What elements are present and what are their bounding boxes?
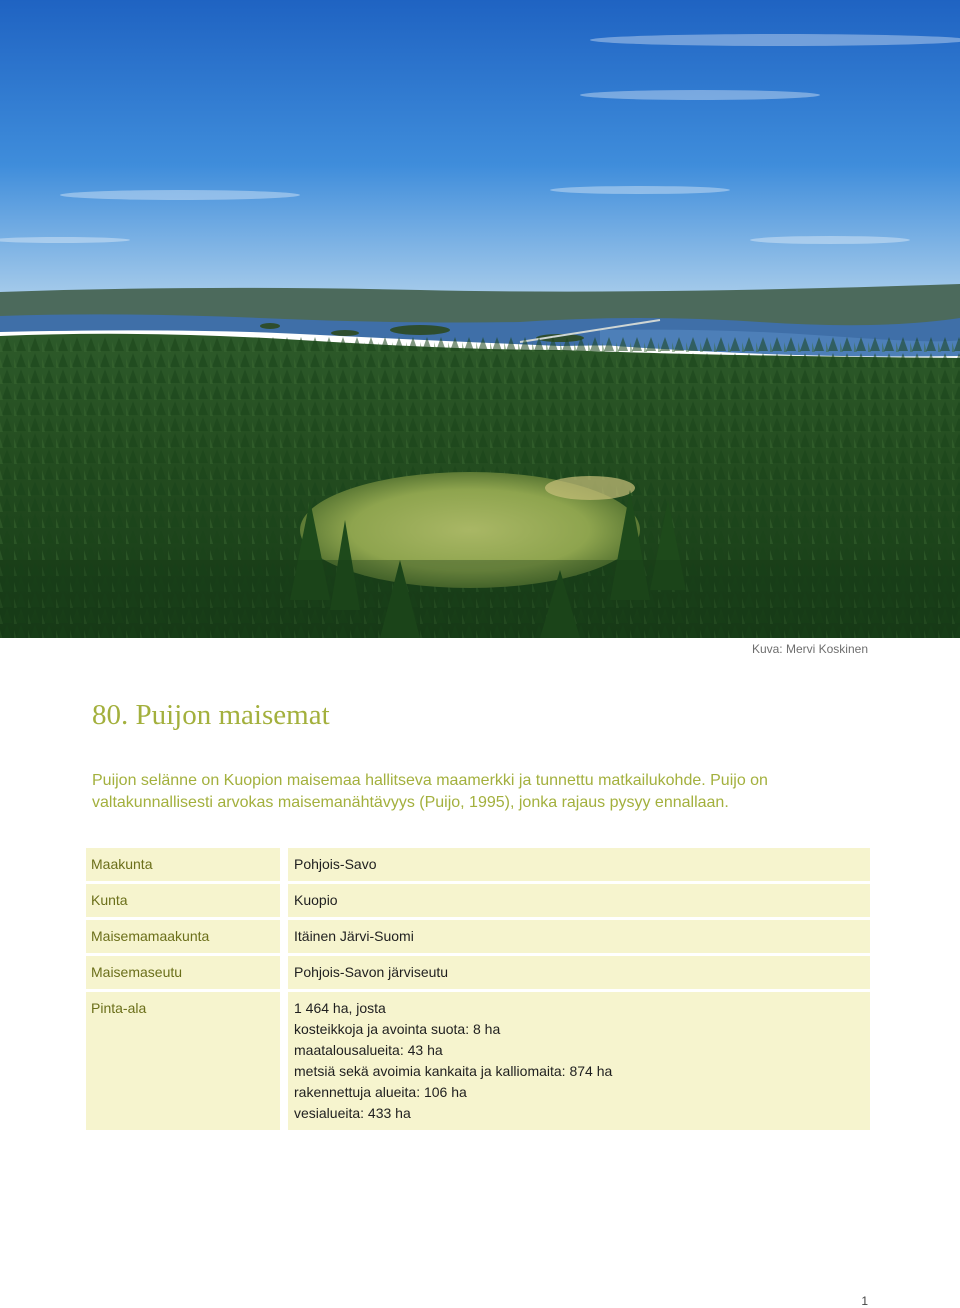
- area-breakdown: [288, 992, 870, 1130]
- area-line: maatalousalueita: 43 ha: [294, 1042, 443, 1058]
- intro-paragraph: Puijon selänne on Kuopion maisemaa hallitseva maamerkki ja tunnettu matkailukohde. Puijo on valtakunnallisesti arvokas maisemanähtävyys (Puijo, 1995), jonka rajaus pysyy ennallaan.: [92, 772, 768, 811]
- row-value: Kuopio: [288, 884, 870, 917]
- row-label: Maisemamaakunta: [86, 920, 280, 953]
- page-title: 80. Puijon maisemat: [92, 699, 330, 731]
- row-label: Maisemaseutu: [86, 956, 280, 989]
- area-line: 1 464 ha, josta: [294, 1000, 386, 1016]
- row-value: Pohjois-Savo: [288, 848, 870, 881]
- row-label: Pinta-ala: [86, 992, 280, 1130]
- photo-credit: Kuva: Mervi Koskinen: [751, 642, 868, 656]
- table-row: [86, 848, 870, 881]
- row-value: Itäinen Järvi-Suomi: [288, 920, 870, 953]
- landscape-photo: [0, 0, 960, 638]
- table-row: [86, 920, 870, 953]
- row-label: Kunta: [86, 884, 280, 917]
- area-line: kosteikkoja ja avointa suota: 8 ha: [294, 1021, 501, 1037]
- area-line: vesialueita: 433 ha: [294, 1105, 411, 1121]
- table-row: [86, 884, 870, 917]
- page-number: 1: [861, 1294, 868, 1308]
- area-line: metsiä sekä avoimia kankaita ja kalliomaita: 874 ha: [294, 1063, 613, 1079]
- row-label: Maakunta: [86, 848, 280, 881]
- landscape-info-table: [86, 845, 870, 1133]
- area-line: rakennettuja alueita: 106 ha: [294, 1084, 467, 1100]
- table-row-area: [86, 992, 870, 1130]
- table-row: [86, 956, 870, 989]
- row-value: Pohjois-Savon järviseutu: [288, 956, 870, 989]
